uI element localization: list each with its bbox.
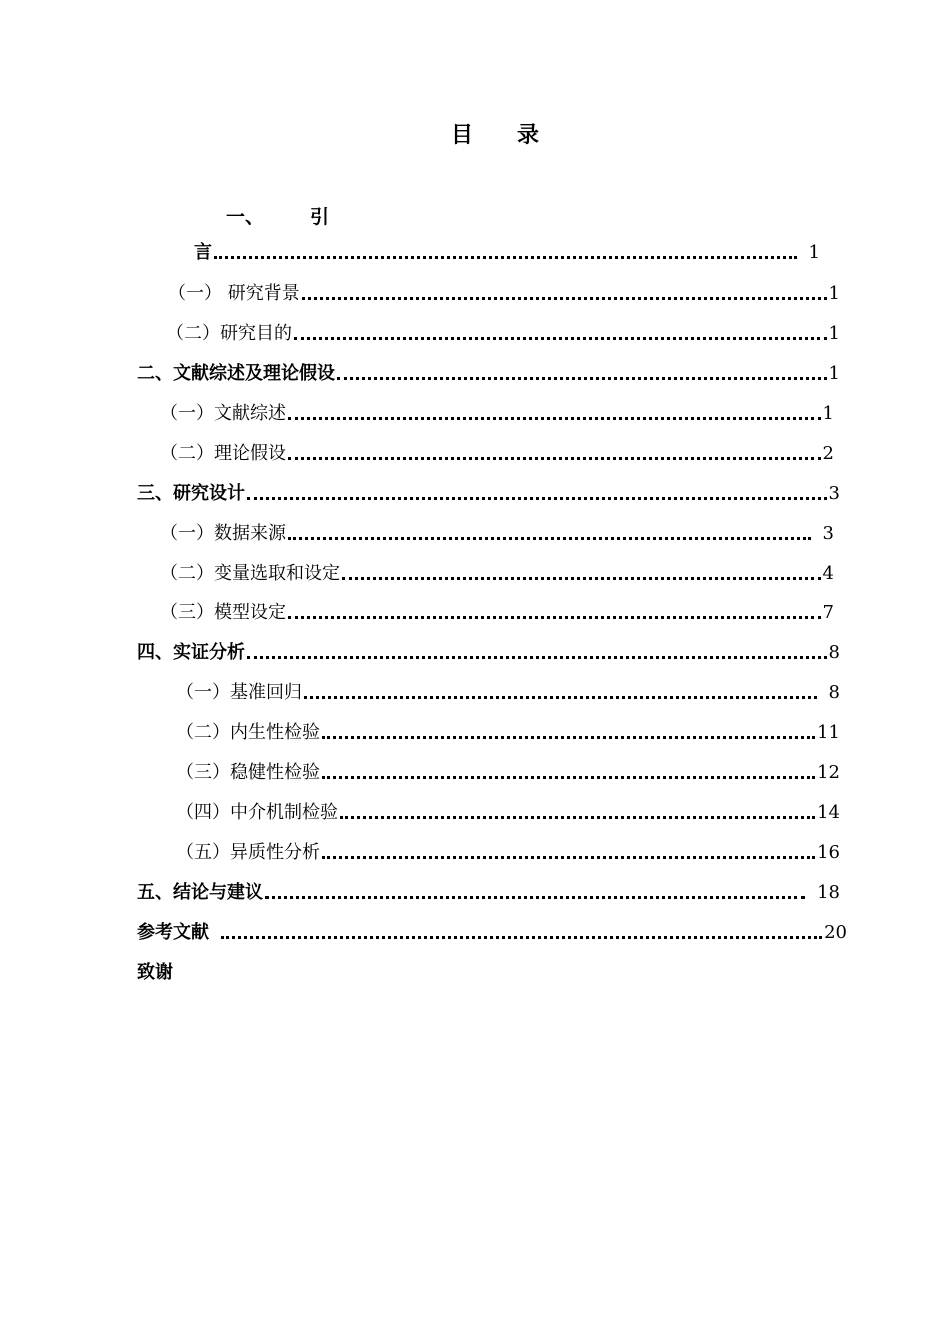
toc-entry-label: （一）文献综述	[160, 403, 286, 424]
toc-entry[interactable]	[168, 281, 840, 307]
toc-entry-page: 1	[822, 403, 834, 424]
toc-entry-page: 4	[822, 563, 834, 584]
toc-heading-text: 引	[310, 206, 330, 228]
toc-entry-label: （一）基准回归	[176, 682, 302, 703]
toc-entry-label: （二）内生性检验	[176, 722, 320, 743]
toc-entry-page: 2	[822, 443, 834, 464]
leader-dots	[294, 337, 827, 340]
toc-entry-page: 14	[817, 802, 840, 823]
leader-dots	[304, 696, 817, 699]
toc-entry-page: 11	[817, 722, 840, 743]
leader-dots	[288, 616, 821, 619]
toc-entry-page: 1	[828, 323, 840, 344]
toc-entry-label: （一）数据来源	[160, 523, 286, 544]
leader-dots	[322, 736, 815, 739]
toc-entry-label: （二）理论假设	[160, 443, 286, 464]
leader-dots	[247, 497, 827, 500]
leader-dots	[337, 377, 827, 380]
toc-heading-number: 一、	[226, 206, 265, 228]
toc-entry[interactable]	[137, 960, 337, 986]
toc-entry[interactable]	[137, 920, 847, 946]
toc-entry-page: 1	[828, 283, 840, 304]
toc-entry-page: 12	[817, 762, 840, 783]
toc-entry[interactable]	[160, 561, 834, 587]
toc-entry-page: 18	[817, 882, 840, 903]
toc-entry-label: 五、结论与建议	[137, 882, 263, 903]
toc-entry[interactable]	[166, 321, 840, 347]
toc-entry-page: 1	[828, 363, 840, 384]
toc-entry[interactable]	[160, 600, 834, 626]
toc-entry[interactable]	[176, 720, 840, 746]
leader-dots	[288, 417, 821, 420]
toc-entry-label: （一） 研究背景	[168, 283, 300, 304]
toc-entry-label: （五）异质性分析	[176, 842, 320, 863]
toc-title	[0, 118, 950, 149]
toc-entry[interactable]	[160, 401, 834, 427]
toc-entry-page: 20	[824, 922, 847, 943]
toc-entry-label: 四、实证分析	[137, 642, 245, 663]
leader-dots	[302, 297, 827, 300]
toc-entry[interactable]	[176, 800, 840, 826]
toc-entry[interactable]	[194, 240, 820, 266]
toc-entry-page: 7	[822, 602, 834, 623]
toc-entry[interactable]	[137, 481, 840, 507]
toc-entry[interactable]	[176, 760, 840, 786]
toc-entry[interactable]	[176, 680, 840, 706]
leader-dots	[221, 936, 822, 939]
toc-entry-page: 8	[828, 682, 840, 703]
leader-dots	[340, 816, 815, 819]
leader-dots	[214, 256, 797, 259]
toc-entry[interactable]	[137, 880, 840, 906]
toc-entry-label: 参考文献	[137, 922, 209, 943]
leader-dots	[265, 896, 805, 899]
leader-dots	[322, 776, 815, 779]
leader-dots	[342, 577, 821, 580]
leader-dots	[247, 656, 827, 659]
toc-entry[interactable]	[160, 441, 834, 467]
toc-entry-page: 16	[817, 842, 840, 863]
toc-title-part2: 录	[517, 123, 540, 148]
toc-entry-label: （三）稳健性检验	[176, 762, 320, 783]
toc-entry[interactable]	[137, 640, 840, 666]
toc-entry-label: 二、文献综述及理论假设	[137, 363, 335, 384]
toc-entry-page: 3	[828, 483, 840, 504]
leader-dots	[288, 537, 811, 540]
toc-entry-label: 言	[194, 242, 212, 263]
toc-entry-label: 三、研究设计	[137, 483, 245, 504]
toc-entry-page: 1	[808, 242, 820, 263]
leader-dots	[288, 457, 821, 460]
toc-entry-label: （三）模型设定	[160, 602, 286, 623]
toc-entry-label: （二）变量选取和设定	[160, 563, 340, 584]
toc-entry-label: （二）研究目的	[166, 323, 292, 344]
toc-entry-label: 致谢	[137, 962, 173, 983]
toc-entry-page: 3	[822, 523, 834, 544]
leader-dots	[322, 856, 815, 859]
toc-heading-intro[interactable]	[226, 202, 329, 229]
toc-entry-label: （四）中介机制检验	[176, 802, 338, 823]
toc-entry[interactable]	[176, 840, 840, 866]
toc-entry[interactable]	[137, 361, 840, 387]
toc-entry[interactable]	[160, 521, 834, 547]
toc-title-part1: 目	[450, 123, 473, 148]
toc-entry-page: 8	[828, 642, 840, 663]
